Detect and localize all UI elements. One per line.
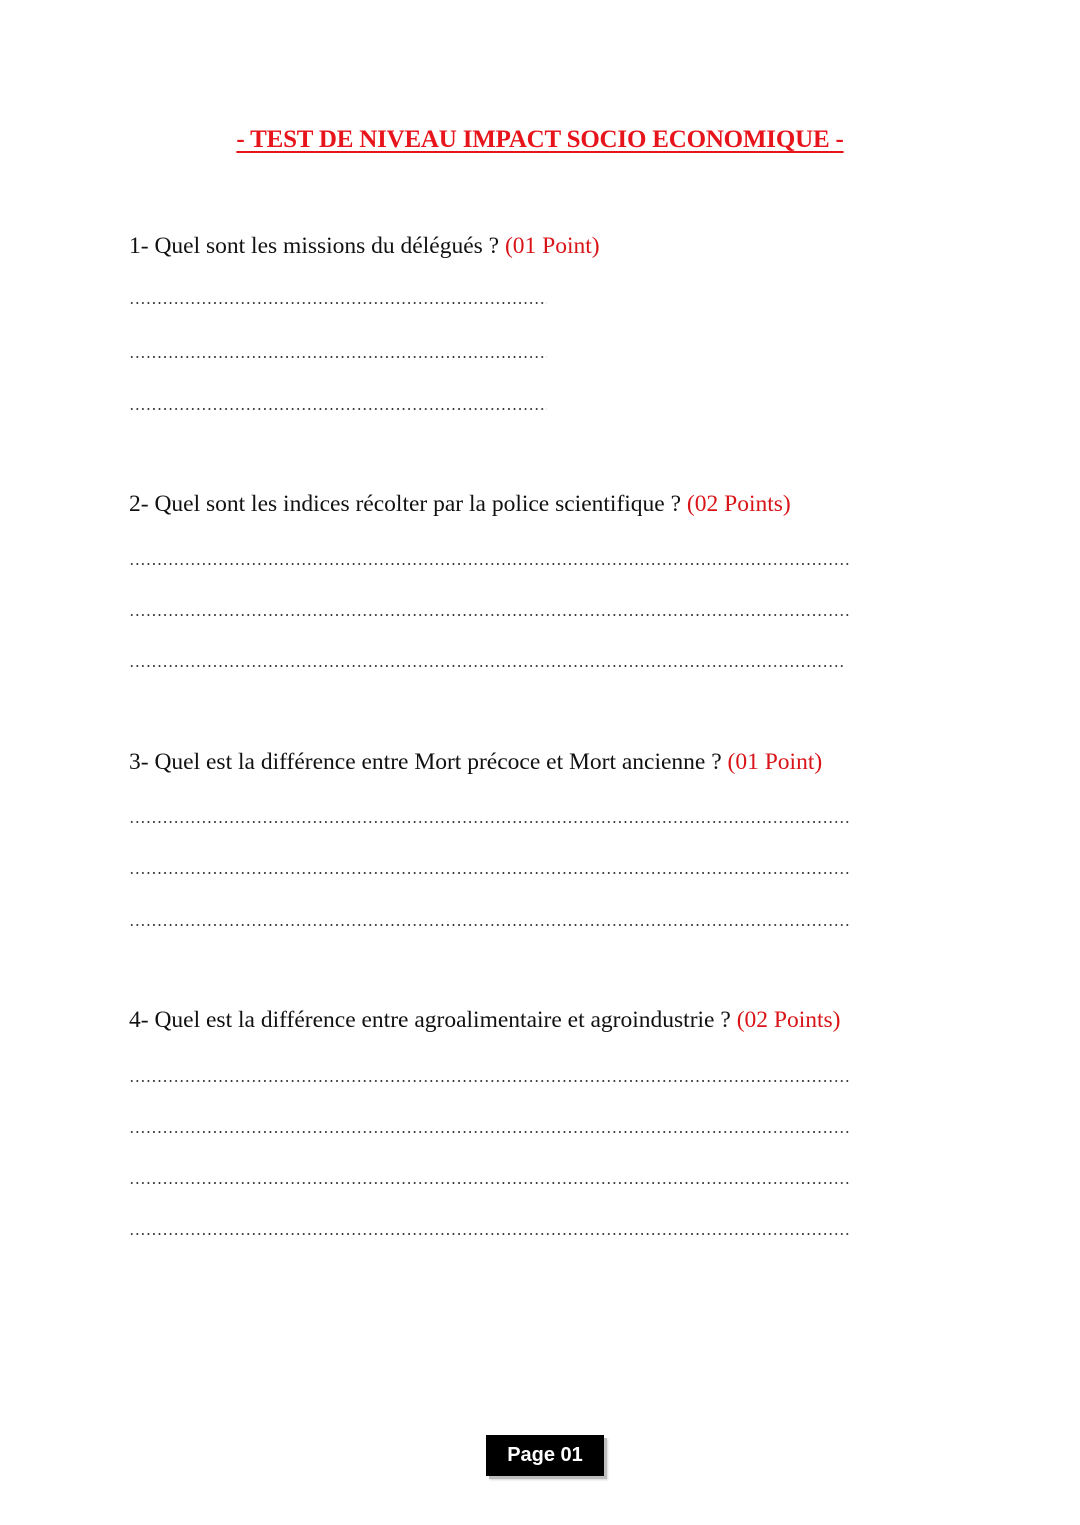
answer-line (129, 356, 547, 358)
answer-line (129, 924, 851, 926)
question-4-text: 4- Quel est la différence entre agroalimentaire et agroindustrie ? (129, 1007, 737, 1033)
answer-line (129, 563, 851, 565)
question-3-points: (01 Point) (727, 749, 823, 775)
question-1-points: (01 Point) (504, 233, 600, 259)
answer-line (129, 614, 851, 616)
answer-line (129, 665, 843, 667)
question-2 (129, 491, 791, 518)
question-2-text: 2- Quel sont les indices récolter par la police scientifique ? (129, 491, 687, 517)
page-number-badge: Page 01 (486, 1435, 604, 1476)
question-3 (129, 749, 822, 776)
question-1-text: 1- Quel sont les missions du délégués ? (129, 233, 505, 259)
document-title: - TEST DE NIVEAU IMPACT SOCIO ECONOMIQUE - (236, 126, 844, 153)
answer-line (129, 1080, 851, 1082)
question-4-points: (02 Points) (736, 1007, 841, 1033)
answer-line (129, 1233, 851, 1235)
answer-line (129, 302, 547, 304)
answer-line (129, 1131, 851, 1133)
answer-line (129, 1182, 851, 1184)
question-1 (129, 233, 600, 260)
answer-line (129, 821, 851, 823)
question-3-text: 3- Quel est la différence entre Mort précoce et Mort ancienne ? (129, 749, 728, 775)
answer-line (129, 408, 547, 410)
answer-line (129, 872, 851, 874)
question-4 (129, 1007, 841, 1034)
question-2-points: (02 Points) (686, 491, 791, 517)
